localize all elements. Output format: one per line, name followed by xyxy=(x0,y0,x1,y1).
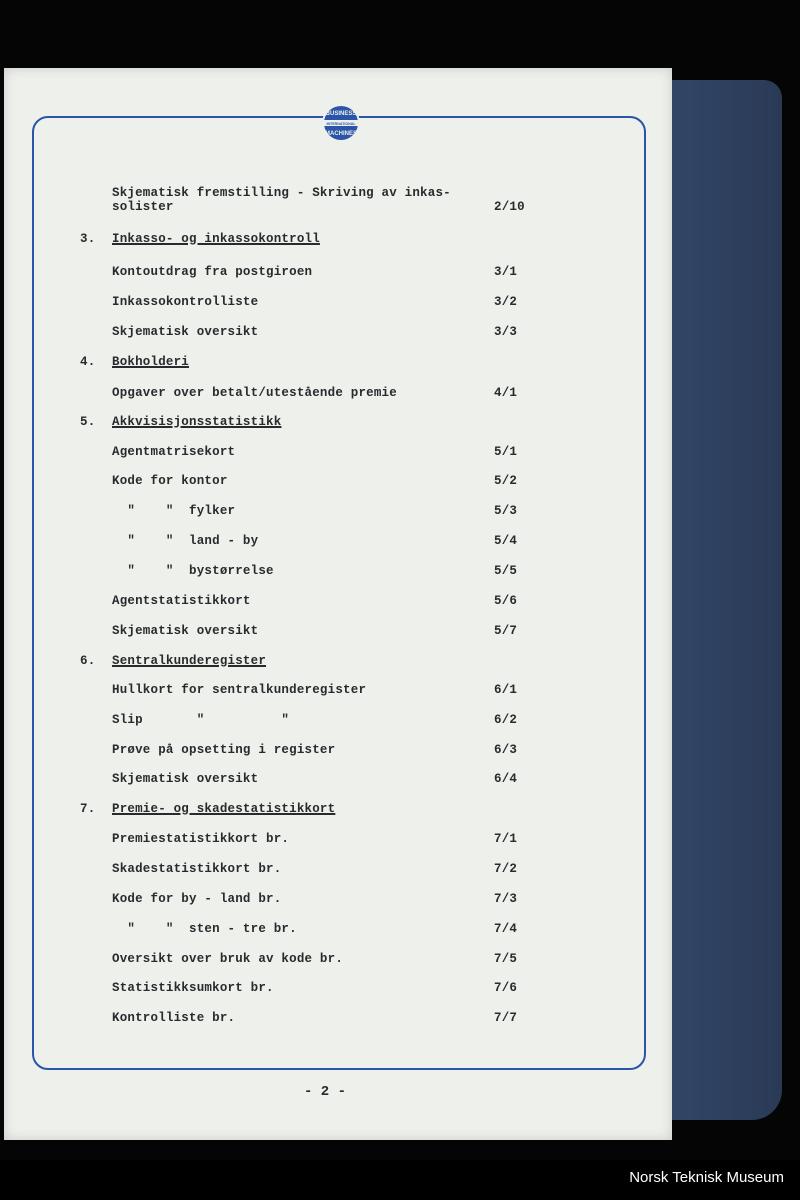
entry-reference: 5/4 xyxy=(494,534,518,548)
entry-reference: 5/6 xyxy=(494,594,518,608)
entry-reference: 3/3 xyxy=(494,325,518,339)
list-item xyxy=(4,594,672,618)
entry-reference: 5/3 xyxy=(494,504,518,518)
entry-reference: 7/1 xyxy=(494,832,518,846)
logo-text-top: BUSINESS xyxy=(325,111,357,117)
list-item xyxy=(4,862,672,886)
list-item xyxy=(4,474,672,498)
entry-reference: 7/2 xyxy=(494,862,518,876)
entry-title: Kode for by - land br. xyxy=(112,892,282,906)
entry-reference: 5/2 xyxy=(494,474,518,488)
entry-title: Kontoutdrag fra postgiroen xyxy=(112,265,313,279)
section-heading-row xyxy=(4,232,672,256)
entry-title: Skjematisk oversikt xyxy=(112,772,259,786)
section-title: Sentralkunderegister xyxy=(112,654,267,668)
entry-reference: 6/2 xyxy=(494,713,518,727)
list-item xyxy=(4,445,672,469)
entry-title: Hullkort for sentralkunderegister xyxy=(112,683,367,697)
entry-reference: 4/1 xyxy=(494,386,518,400)
section-heading-row xyxy=(4,802,672,826)
museum-credit: Norsk Teknisk Museum xyxy=(629,1169,784,1186)
entry-title: Premiestatistikkort br. xyxy=(112,832,290,846)
entry-reference: 7/6 xyxy=(494,981,518,995)
section-number: 4. xyxy=(80,355,96,369)
list-item xyxy=(4,683,672,707)
section-number: 3. xyxy=(80,232,96,246)
section-number: 7. xyxy=(80,802,96,816)
list-item xyxy=(4,922,672,946)
entry-title: Inkassokontrolliste xyxy=(112,295,259,309)
entry-title: " " bystørrelse xyxy=(112,564,274,578)
section-title: Bokholderi xyxy=(112,355,190,369)
entry-title: Kontrolliste br. xyxy=(112,1011,236,1025)
entry-reference: 5/5 xyxy=(494,564,518,578)
list-item xyxy=(4,624,672,648)
entry-title: Kode for kontor xyxy=(112,474,228,488)
entry-title: " " sten - tre br. xyxy=(112,922,297,936)
entry-reference: 6/1 xyxy=(494,683,518,697)
logo-text-mid: INTERNATIONAL xyxy=(326,122,356,126)
list-item xyxy=(4,386,672,410)
list-item xyxy=(4,772,672,796)
entry-title: Agentmatrisekort xyxy=(112,445,236,459)
entry-title: Skjematisk oversikt xyxy=(112,325,259,339)
list-item xyxy=(4,186,672,214)
list-item xyxy=(4,832,672,856)
entry-reference: 2/10 xyxy=(494,200,525,214)
entry-title: Agentstatistikkort xyxy=(112,594,251,608)
list-item xyxy=(4,325,672,349)
list-item xyxy=(4,265,672,289)
list-item xyxy=(4,981,672,1005)
section-heading-row xyxy=(4,654,672,678)
entry-title: " " fylker xyxy=(112,504,236,518)
table-of-contents xyxy=(4,68,672,1068)
section-heading-row xyxy=(4,415,672,439)
section-number: 6. xyxy=(80,654,96,668)
list-item xyxy=(4,504,672,528)
list-item xyxy=(4,1011,672,1035)
list-item xyxy=(4,564,672,588)
entry-title: Slip " " xyxy=(112,713,290,727)
entry-title: Opgaver over betalt/utestående premie xyxy=(112,386,397,400)
section-title: Inkasso- og inkassokontroll xyxy=(112,232,320,246)
list-item xyxy=(4,295,672,319)
entry-reference: 7/7 xyxy=(494,1011,518,1025)
entry-reference: 3/2 xyxy=(494,295,518,309)
entry-title: Skjematisk oversikt xyxy=(112,624,259,638)
entry-title: Skadestatistikkort br. xyxy=(112,862,282,876)
entry-title: Skjematisk fremstilling - Skriving av inkas- solister xyxy=(112,186,451,214)
section-number: 5. xyxy=(80,415,96,429)
list-item xyxy=(4,743,672,767)
footer-bar xyxy=(0,1160,800,1200)
entry-reference: 6/4 xyxy=(494,772,518,786)
list-item xyxy=(4,534,672,558)
entry-reference: 6/3 xyxy=(494,743,518,757)
list-item xyxy=(4,713,672,737)
entry-title: Oversikt over bruk av kode br. xyxy=(112,952,344,966)
section-title: Premie- og skadestatistikkort xyxy=(112,802,336,816)
document-page xyxy=(4,68,672,1140)
page-number: - 2 - xyxy=(304,1084,347,1100)
section-heading-row xyxy=(4,355,672,379)
entry-title: Prøve på opsetting i register xyxy=(112,743,336,757)
entry-reference: 5/1 xyxy=(494,445,518,459)
list-item xyxy=(4,952,672,976)
section-title: Akkvisisjonsstatistikk xyxy=(112,415,282,429)
entry-reference: 7/4 xyxy=(494,922,518,936)
entry-reference: 3/1 xyxy=(494,265,518,279)
list-item xyxy=(4,892,672,916)
entry-reference: 5/7 xyxy=(494,624,518,638)
logo-text-bottom: MACHINES xyxy=(324,131,358,137)
entry-reference: 7/3 xyxy=(494,892,518,906)
entry-title: " " land - by xyxy=(112,534,259,548)
entry-title: Statistikksumkort br. xyxy=(112,981,274,995)
entry-reference: 7/5 xyxy=(494,952,518,966)
